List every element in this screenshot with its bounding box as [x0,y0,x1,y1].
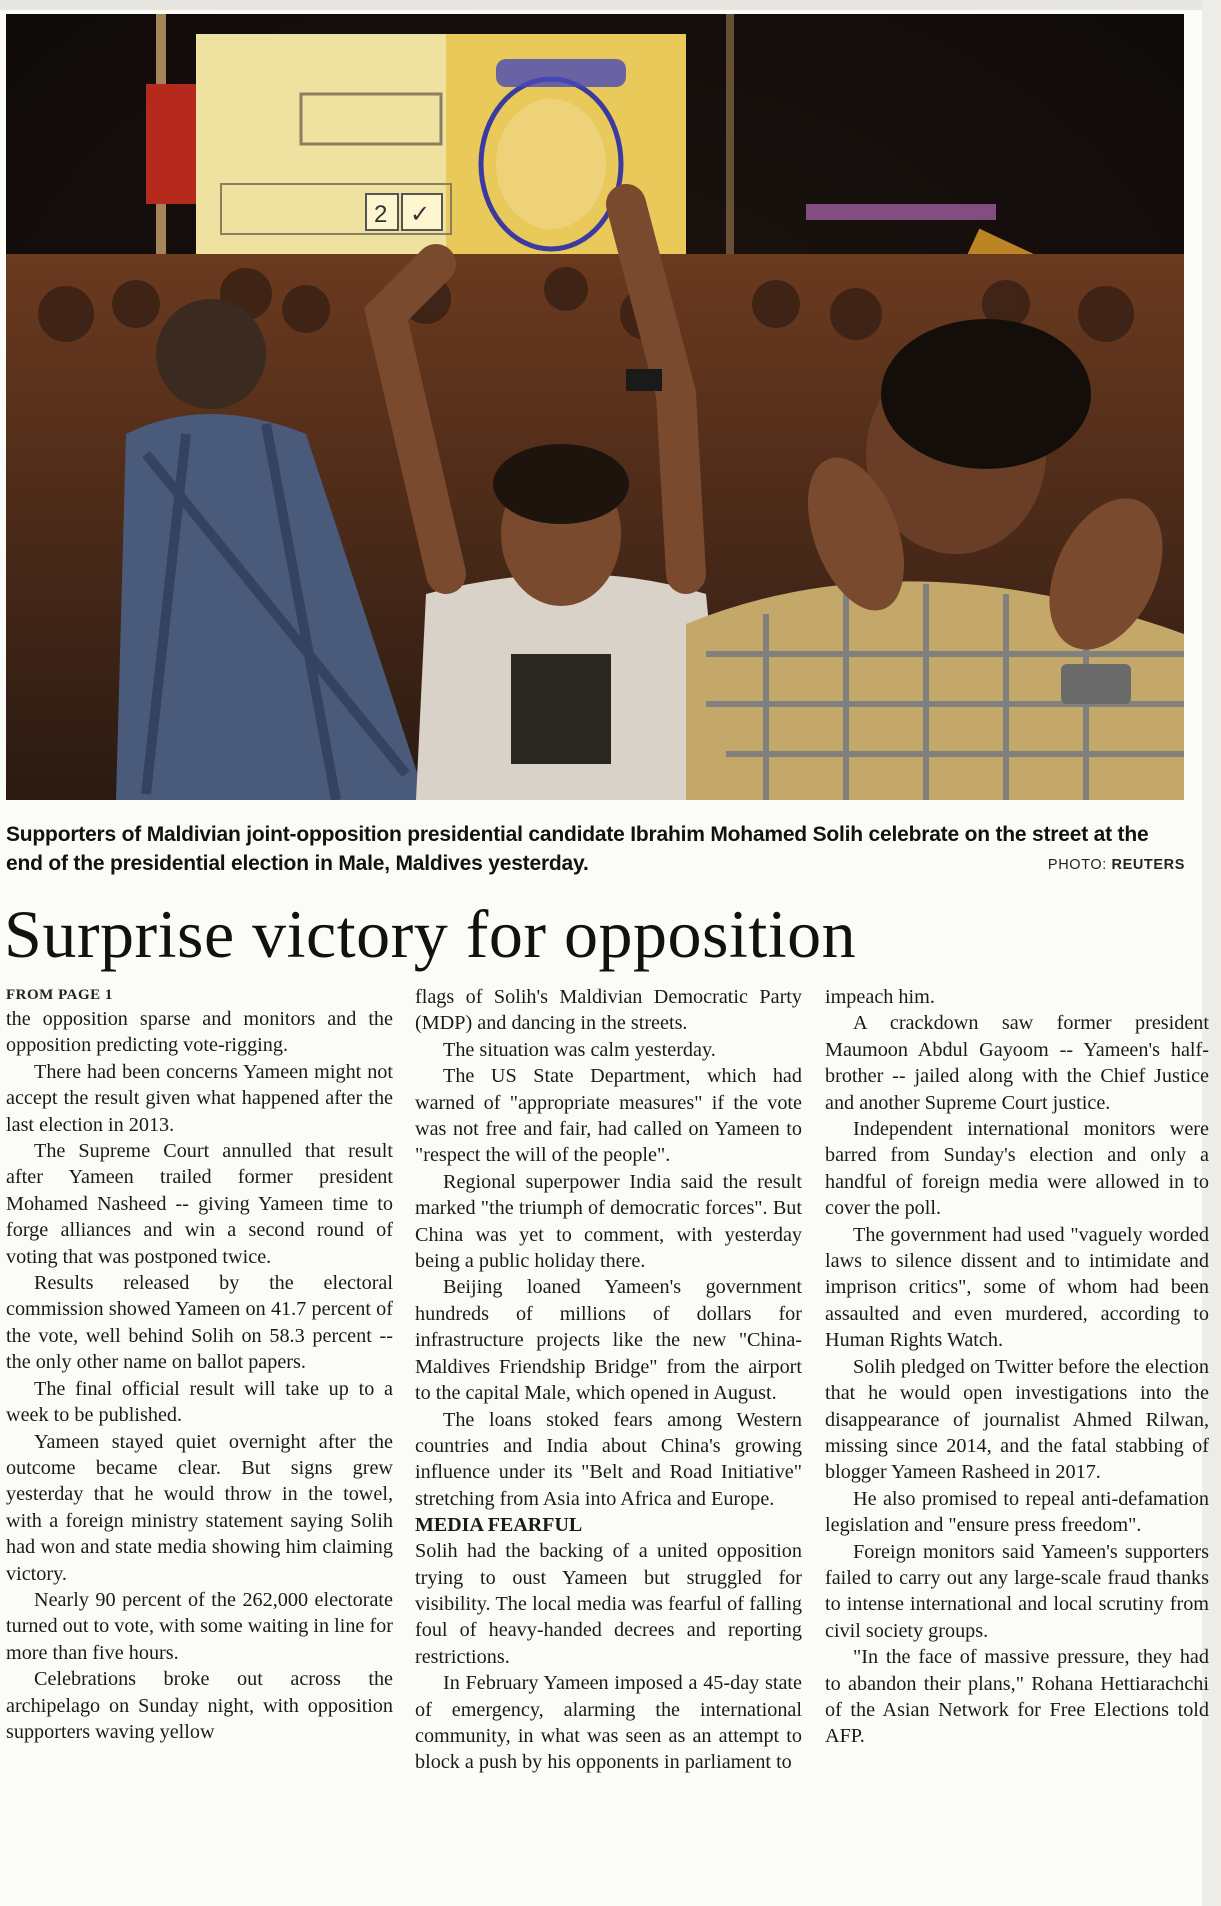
paragraph: The loans stoked fears among Western countries and India about China's growing influence under its "Belt and Road Initiative" stretching from Asia into Africa and Europe. [415,1408,802,1510]
paragraph: Yameen stayed quiet overnight after the outcome became clear. But signs grew yesterday that he would throw in the towel, with a foreign ministry statement saying Solih had won and state media showing him claiming victory. [6,1430,393,1585]
paragraph: There had been concerns Yameen might not accept the result given what happened after the last election in 2013. [6,1060,393,1136]
paragraph: Regional superpower India said the result marked "the triumph of democratic forces". But China was yet to comment, with yesterday being a public holiday there. [415,1170,802,1273]
paragraph: "In the face of massive pressure, they had to abandon their plans," Rohana Hettiarachchi of the Asian Network for Free Elections told AFP. [825,1646,1209,1748]
article-column-3 [825,984,1209,1750]
svg-text:✓: ✓ [410,200,431,228]
svg-text:2: 2 [374,201,388,228]
paragraph: Nearly 90 percent of the 262,000 electorate turned out to vote, with some waiting in line for more than five hours. [6,1588,393,1664]
paragraph: The final official result will take up to a week to be published. [6,1377,393,1427]
photo-caption: Supporters of Maldivian joint-opposition presidential candidate Ibrahim Mohamed Solih celebrate on the street at the end of the presidential election in Male, Maldives yesterday. [6,823,1149,875]
photo-credit-label: PHOTO: [1047,857,1107,873]
paragraph: A crackdown saw former president Maumoon Abdul Gayoom -- Yameen's half-brother -- jailed along with the Chief Justice and another Supreme Court justice. [825,1012,1209,1114]
section-subhead: MEDIA FEARFUL [415,1514,583,1537]
article-headline: Surprise victory for opposition [4,896,857,972]
paragraph: He also promised to repeal anti-defamation legislation and "ensure press freedom". [825,1487,1209,1537]
paragraph: In February Yameen imposed a 45-day state of emergency, alarming the international community, in what was seen as an attempt to block a push by his opponents in parliament to [415,1672,802,1774]
photo-credit [1048,857,1185,873]
paragraph: The situation was calm yesterday. [443,1038,716,1061]
continuation-kicker: FROM PAGE 1 [6,987,113,1003]
news-photo [6,14,1184,800]
red-flag [146,84,204,204]
paragraph: Independent international monitors were barred from Sunday's election and only a handful of foreign media were allowed in to cover the poll. [825,1118,1209,1220]
paragraph: The Supreme Court annulled that result after Yameen trailed former president Mohamed Nasheed -- giving Yameen time to forge alliances and win a second round of voting that was postponed twice. [6,1140,393,1268]
paragraph: the opposition sparse and monitors and the opposition predicting vote-rigging. [6,1008,393,1057]
paragraph: The government had used "vaguely worded laws to silence dissent and to intimidate and imprison critics", some of whom had been assaulted and even murdered, according to Human Rights Watch. [825,1223,1209,1352]
paragraph: Celebrations broke out across the archipelago on Sunday night, with opposition supporters waving yellow [6,1668,393,1743]
paragraph: Beijing loaned Yameen's government hundreds of millions of dollars for infrastructure projects like the new "China-Maldives Friendship Bridge" from the airport to the capital Male, which opened in August. [415,1276,802,1405]
paragraph: The US State Department, which had warned of "appropriate measures" if the vote was not free and fair, had called on Yameen to "respect the will of the people". [415,1065,802,1167]
paragraph: Solih had the backing of a united opposition trying to oust Yameen but struggled for visibility. The local media was fearful of falling foul of heavy-handed decrees and reporting restrictions. [415,1540,802,1668]
photo-credit-source: REUTERS [1111,857,1185,873]
article-column-2 [415,984,802,1776]
paragraph: Foreign monitors said Yameen's supporters failed to carry out any large-scale fraud thanks to intense international and local scrutiny from civil society groups. [825,1540,1209,1642]
top-margin [0,0,1221,10]
crowd-celebration-image [6,14,1184,800]
paragraph: Results released by the electoral commission showed Yameen on 41.7 percent of the vote, well behind Solih on 58.3 percent -- the only other name on ballot papers. [6,1272,393,1374]
paragraph: Solih pledged on Twitter before the election that he would open investigations into the disappearance of journalist Ahmed Rilwan, missing since 2014, and the fatal stabbing of blogger Yameen Rasheed in 2017. [825,1355,1209,1484]
paragraph: flags of Solih's Maldivian Democratic Party (MDP) and dancing in the streets. [415,986,802,1035]
paragraph: impeach him. [825,986,935,1008]
article-column-1 [6,984,393,1745]
